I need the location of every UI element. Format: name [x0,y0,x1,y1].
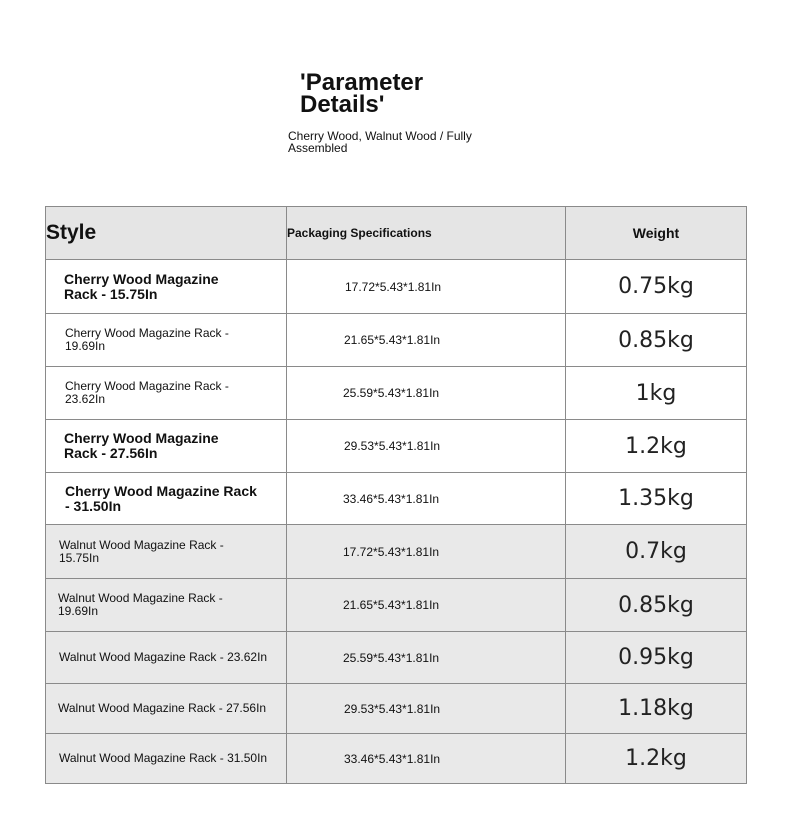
style-cell [46,260,287,314]
packaging-cell: 29.53*5.43*1.81In [287,684,566,734]
table-row [46,367,747,420]
packaging-cell: 17.72*5.43*1.81In [287,525,566,579]
weight-cell: 0.75kg [566,260,747,314]
style-cell [46,734,287,784]
style-text: Cherry Wood Magazine Rack - 31.50In [65,482,257,514]
packaging-cell: 17.72*5.43*1.81In [287,260,566,314]
weight-cell: 1.2kg [566,420,747,473]
packaging-cell: 21.65*5.43*1.81In [287,314,566,367]
parameter-table [45,206,747,784]
style-cell [46,420,287,473]
style-text: Walnut Wood Magazine Rack - 15.75In [59,537,224,565]
table-row [46,579,747,632]
packaging-cell: 33.46*5.43*1.81In [287,473,566,525]
weight-cell: 0.95kg [566,632,747,684]
style-cell [46,525,287,579]
style-text: Walnut Wood Magazine Rack - 27.56In [58,701,267,715]
weight-cell: 0.85kg [566,314,747,367]
table-header-row [46,207,747,260]
style-text: Walnut Wood Magazine Rack - 31.50In [59,751,268,765]
packaging-cell: 33.46*5.43*1.81In [287,734,566,784]
weight-cell: 1.35kg [566,473,747,525]
style-text: Cherry Wood Magazine Rack - 27.56In [64,430,219,461]
table-row [46,314,747,367]
page-subtitle: Cherry Wood, Walnut Wood / Fully Assembled [288,129,472,155]
style-cell [46,473,287,525]
packaging-cell: 29.53*5.43*1.81In [287,420,566,473]
weight-cell: 1.2kg [566,734,747,784]
weight-cell: 0.85kg [566,579,747,632]
style-text: Walnut Wood Magazine Rack - 19.69In [58,591,223,618]
table-row [46,632,747,684]
table-row [46,420,747,473]
packaging-cell: 25.59*5.43*1.81In [287,632,566,684]
style-text: Cherry Wood Magazine Rack - 19.69In [65,326,229,353]
page-title: 'Parameter Details' [300,69,424,118]
weight-cell: 1.18kg [566,684,747,734]
style-text: Cherry Wood Magazine Rack - 15.75In [64,270,219,302]
header-weight: Weight [566,207,747,260]
table-row [46,684,747,734]
weight-cell: 1kg [566,367,747,420]
header-style: Style [46,207,287,260]
style-cell [46,579,287,632]
table-row [46,734,747,784]
style-cell [46,632,287,684]
weight-cell: 0.7kg [566,525,747,579]
style-cell [46,314,287,367]
header-packaging: Packaging Specifications [287,207,566,260]
packaging-cell: 21.65*5.43*1.81In [287,579,566,632]
table-row [46,525,747,579]
table-row [46,260,747,314]
style-cell [46,367,287,420]
style-cell [46,684,287,734]
style-text: Cherry Wood Magazine Rack - 23.62In [65,379,229,406]
style-text: Walnut Wood Magazine Rack - 23.62In [59,650,268,664]
packaging-cell: 25.59*5.43*1.81In [287,367,566,420]
table-row [46,473,747,525]
